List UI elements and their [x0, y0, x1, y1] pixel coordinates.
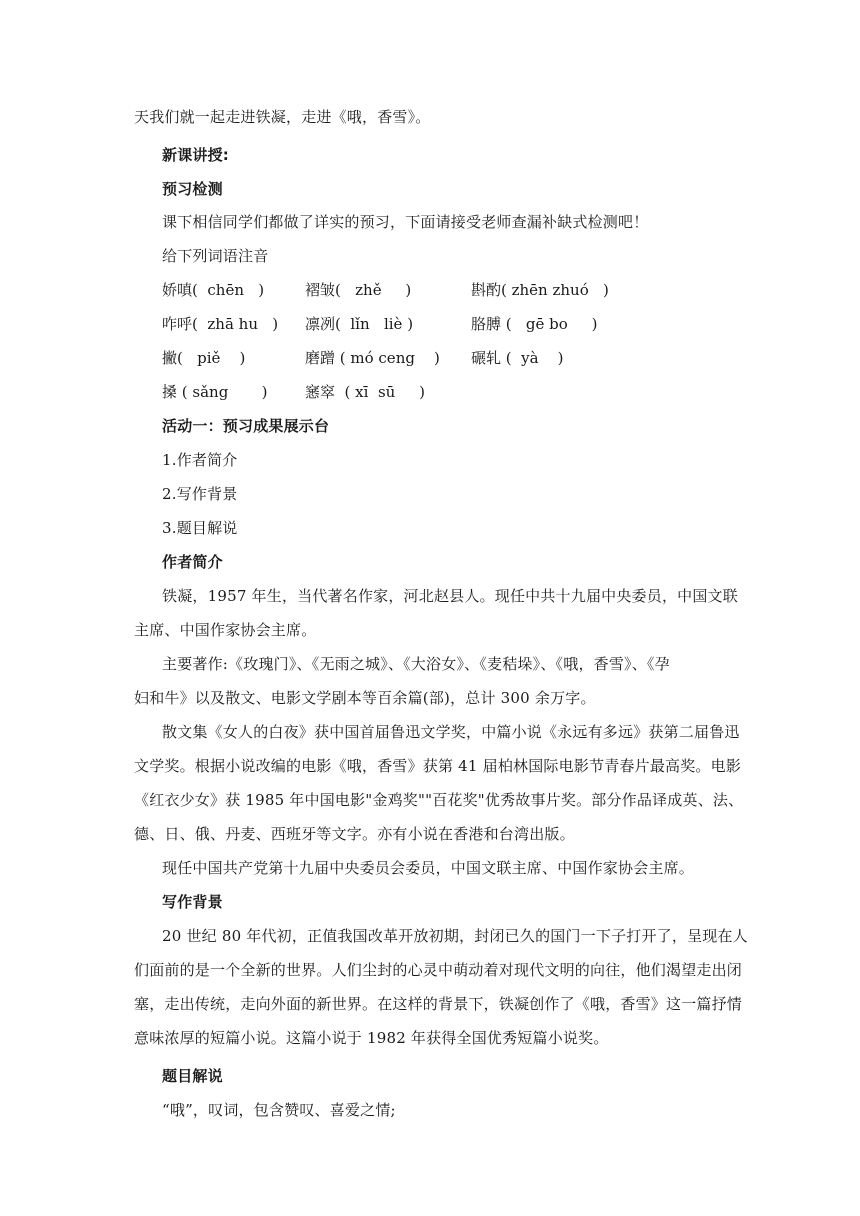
paragraph-line: 主要著作:《玫瑰门》、《无雨之城》、《大浴女》、《麦秸垛》、《哦，香雪》、《孕: [162, 655, 670, 673]
list-item: 3.题目解说: [162, 519, 238, 537]
pinyin-item: 磨蹭 ( mó ceng ): [305, 349, 440, 367]
pinyin-item: 褶皱( zhě ): [305, 281, 412, 299]
paragraph-line: 主席、中国作家协会主席。: [134, 621, 317, 639]
list-item: 2.写作背景: [162, 485, 238, 503]
heading-activity-one: 活动一：预习成果展示台: [162, 417, 330, 435]
heading-preview-check: 预习检测: [162, 180, 223, 198]
intro-line: 天我们就一起走进铁凝，走进《哦，香雪》。: [134, 108, 431, 126]
pinyin-item: 搡 ( sǎng ): [162, 383, 268, 401]
paragraph-line: 现任中国共产党第十九届中央委员会委员，中国文联主席、中国作家协会主席。: [162, 859, 695, 877]
paragraph-line: 德、日、俄、丹麦、西班牙等文字。亦有小说在香港和台湾出版。: [134, 825, 575, 843]
pinyin-item: 胳膊 ( gē bo ): [471, 315, 598, 333]
paragraph-line: 散文集《女人的白夜》获中国首届鲁迅文学奖，中篇小说《永远有多远》获第二届鲁迅: [162, 723, 740, 741]
heading-new-lesson: 新课讲授:: [162, 146, 229, 164]
heading-writing-background: 写作背景: [162, 893, 223, 911]
pinyin-item: 斟酌( zhēn zhuó ): [471, 281, 609, 299]
paragraph-line: 20 世纪 80 年代初，正值我国改革开放初期，封闭已久的国门一下子打开了，呈现在人: [162, 927, 748, 945]
paragraph-line: 铁凝，1957 年生，当代著名作家，河北赵县人。现任中共十九届中央委员，中国文联: [162, 587, 738, 605]
paragraph-line: 《红衣少女》获 1985 年中国电影"金鸡奖""百花奖"优秀故事片奖。部分作品译成英、法、: [134, 791, 744, 809]
pinyin-item: 凛冽( lǐn liè ): [305, 315, 414, 333]
paragraph-line: 意味浓厚的短篇小说。这篇小说于 1982 年获得全国优秀短篇小说奖。: [134, 1029, 609, 1047]
paragraph-line: 塞，走出传统，走向外面的新世界。在这样的背景下，铁凝创作了《哦，香雪》这一篇抒情: [134, 995, 743, 1013]
paragraph-line: “哦”，叹词，包含赞叹、喜爱之情;: [162, 1101, 396, 1119]
paragraph-line: 给下列词语注音: [162, 247, 269, 265]
heading-author-intro: 作者简介: [162, 553, 223, 571]
pinyin-item: 撇( piě ): [162, 349, 246, 367]
pinyin-item: 娇嗔( chēn ): [162, 281, 265, 299]
pinyin-item: 咋呼( zhā hu ): [162, 315, 279, 333]
paragraph-line: 文学奖。根据小说改编的电影《哦，香雪》获第 41 届柏林国际电影节青春片最高奖。电影: [134, 757, 742, 775]
list-item: 1.作者简介: [162, 451, 238, 469]
paragraph-line: 妇和牛》以及散文、电影文学剧本等百余篇(部)，总计 300 余万字。: [134, 689, 596, 707]
heading-title-explanation: 题目解说: [162, 1067, 223, 1085]
paragraph-line: 课下相信同学们都做了详实的预习，下面请接受老师查漏补缺式检测吧！: [162, 213, 649, 231]
pinyin-item: 碾轧 ( yà ): [471, 349, 564, 367]
paragraph-line: 们面前的是一个全新的世界。人们尘封的心灵中萌动着对现代文明的向往，他们渴望走出闭: [134, 961, 743, 979]
pinyin-item: 窸窣 ( xī sū ): [305, 383, 426, 401]
